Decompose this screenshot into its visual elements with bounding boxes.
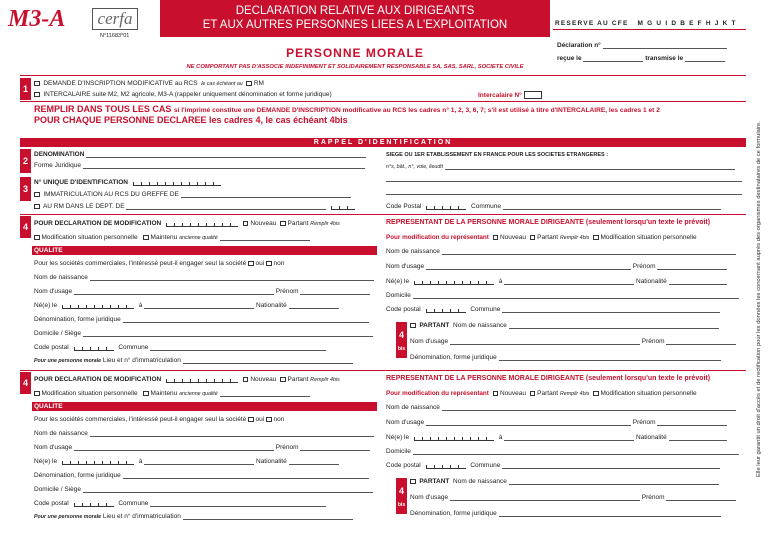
rep-partant-label: Partant	[537, 390, 559, 397]
section-3-number: 3	[20, 177, 31, 201]
rep-prenom-label: Prénom	[632, 419, 656, 426]
oui-label: oui	[255, 260, 265, 267]
nom-usage-field[interactable]	[74, 444, 274, 451]
title-line2: ET AUX AUTRES PERSONNES LIEES A L'EXPLOITATION	[202, 19, 508, 31]
prenom-field[interactable]	[300, 288, 370, 295]
rep-domicile-field[interactable]	[413, 292, 739, 299]
partant-nom-usage-field[interactable]	[450, 494, 640, 501]
siege-hint: n°s, bât., n°, voie, lieudit	[386, 164, 443, 170]
oui-checkbox[interactable]	[248, 261, 254, 267]
code-postal-label: Code postal	[34, 500, 69, 507]
partant-checkbox[interactable]	[280, 377, 286, 383]
rep-nom-usage-label: Nom d'usage	[386, 263, 425, 270]
nouveau-checkbox[interactable]	[243, 377, 249, 383]
nouveau-checkbox[interactable]	[243, 221, 249, 227]
rep-nouveau-checkbox[interactable]	[493, 235, 499, 241]
partant-prenom-label: Prénom	[641, 494, 665, 501]
personne-morale-label: Pour une personne morale	[34, 358, 102, 364]
prenom-label: Prénom	[275, 444, 299, 451]
maintenu-label: Maintenu	[150, 390, 178, 397]
rep-commune-label: Commune	[470, 462, 501, 469]
rep-domicile-label: Domicile	[386, 448, 411, 455]
partant-checkbox[interactable]	[280, 221, 286, 227]
domicile-siege-label: Domicile / Siège	[34, 330, 81, 337]
decl-modification-boxes[interactable]	[166, 220, 238, 227]
modif-situation-label: Modification situation personnelle	[41, 390, 138, 397]
denomination-forme-field[interactable]	[123, 316, 369, 323]
partant-bis-title: PARTANT	[419, 322, 450, 329]
rappel-bar: RAPPEL D'IDENTIFICATION	[20, 138, 746, 147]
rep-prenom-label: Prénom	[632, 263, 656, 270]
bis-num: 4	[398, 330, 404, 340]
rep-commune-field[interactable]	[502, 306, 720, 313]
rep-ne-le-label: Né(e) le	[386, 434, 410, 441]
decl-modification-label: POUR DECLARATION DE MODIFICATION	[34, 376, 162, 383]
commune-field[interactable]	[150, 500, 326, 507]
partant-nom-naissance-label: Nom de naissance	[453, 478, 507, 485]
qualite-bar: QUALITE	[32, 246, 377, 255]
cfe-declaration-field[interactable]	[603, 42, 727, 49]
denomination-label: DENOMINATION	[34, 151, 85, 158]
rep-nationalite-field[interactable]	[669, 278, 727, 285]
rep-modif-sit-label: Modification situation personnelle	[600, 234, 697, 241]
siege-commune-label: Commune	[471, 203, 502, 210]
immat-rcs-checkbox[interactable]	[34, 192, 40, 198]
rep-prenom-field[interactable]	[657, 263, 727, 270]
non-label: non	[273, 260, 285, 267]
commerciales-label: Pour les sociétés commerciales, l'intéressé peut-il engager seul la société	[34, 260, 247, 267]
rep-commune-label: Commune	[470, 306, 501, 313]
rep-modif-label: Pour modification du représentant	[386, 390, 489, 397]
rep-nouveau-label: Nouveau	[500, 234, 527, 241]
partant-denomination-field[interactable]	[499, 354, 721, 361]
header-note: NE COMPORTANT PAS D'ASSOCIE INDEFINIMENT ET SOLIDAIREMENT RESPONSABLE SA, SAS, SARL, SOCIETE CIVILE	[186, 64, 524, 70]
lieu-naissance-field[interactable]	[144, 458, 254, 465]
rep-nom-usage-field[interactable]	[426, 263, 631, 270]
remplir-4bis-note: Remplir 4bis	[310, 377, 340, 383]
cfe-recue-field[interactable]	[583, 55, 643, 62]
rep-a-label: à	[498, 434, 503, 441]
rep-remplir-note: Remplir 4bis	[559, 235, 590, 241]
rep-ne-le-boxes[interactable]	[414, 278, 494, 285]
rep-code-postal-label: Code postal	[386, 462, 421, 469]
partant-bis-title: PARTANT	[419, 478, 450, 485]
partant-nom-naissance-field[interactable]	[509, 478, 719, 485]
siege-code-postal-label: Code Postal	[386, 203, 422, 210]
unique-id-label: N° UNIQUE D'IDENTIFICATION	[34, 179, 128, 186]
siege-commune-field[interactable]	[503, 203, 721, 210]
rep-nouveau-label: Nouveau	[500, 390, 527, 397]
denomination-forme-label: Dénomination, forme juridique	[34, 316, 121, 323]
maintenu-label: Maintenu	[150, 234, 178, 241]
rep-nationalite-label: Nationalité	[636, 434, 667, 441]
modif-situation-label: Modification situation personnelle	[41, 234, 138, 241]
form-code: M3-A	[8, 6, 66, 32]
block-top-line	[20, 370, 746, 371]
cfe-transmise-label: transmise le	[645, 55, 684, 62]
cfe-recue-label: reçue le	[557, 55, 582, 62]
rep-lieu-naissance-field[interactable]	[504, 434, 634, 441]
partant-prenom-field[interactable]	[666, 338, 736, 345]
partant-label: Partant	[287, 220, 309, 227]
nationalite-label: Nationalité	[256, 302, 287, 309]
rep-title: REPRESENTANT DE LA PERSONNE MORALE DIRIGEANTE (seulement lorsqu'un texte le prévoit)	[386, 375, 711, 382]
cerfa-number: N°11683*01	[100, 33, 130, 39]
ancienne-qualite-field[interactable]	[220, 390, 310, 397]
instruction-top-line	[20, 101, 746, 102]
nouveau-label: Nouveau	[250, 376, 277, 383]
rep-nom-naissance-label: Nom de naissance	[386, 248, 440, 255]
ne-le-label: Né(e) le	[34, 458, 58, 465]
maintenu-note: ancienne qualité	[179, 391, 218, 397]
lieu-immat-field[interactable]	[183, 513, 353, 520]
commune-field[interactable]	[150, 344, 326, 351]
partant-bis-checkbox[interactable]	[410, 323, 416, 329]
partant-label: Partant	[287, 376, 309, 383]
rep-nom-usage-field[interactable]	[426, 419, 631, 426]
partant-denomination-label: Dénomination, forme juridique	[410, 510, 497, 517]
rep-domicile-field[interactable]	[413, 448, 739, 455]
rep-a-label: à	[498, 278, 503, 285]
title-line1: DECLARATION RELATIVE AUX DIRIGEANTS	[235, 5, 475, 17]
lieu-immat-label: Lieu et n° d'immatriculation	[102, 513, 181, 520]
option-rm-checkbox[interactable]	[246, 81, 252, 87]
option-inscription-checkbox[interactable]	[34, 81, 40, 87]
domicile-siege-label: Domicile / Siège	[34, 486, 81, 493]
cfe-title-bar	[553, 20, 746, 30]
instruction-part3: POUR CHAQUE PERSONNE DECLAREE les cadres 4, le cas échéant 4bis	[34, 115, 348, 125]
block-number: 4	[20, 372, 31, 394]
rm-dept-checkbox[interactable]	[34, 204, 40, 210]
rep-lieu-naissance-field[interactable]	[504, 278, 634, 285]
non-label: non	[273, 416, 285, 423]
rep-nom-naissance-field[interactable]	[442, 248, 736, 255]
rep-commune-field[interactable]	[502, 462, 720, 469]
nom-usage-field[interactable]	[74, 288, 274, 295]
block-top-line	[20, 214, 746, 215]
rep-partant-checkbox[interactable]	[530, 391, 536, 397]
ne-le-boxes[interactable]	[62, 302, 134, 309]
rep-code-postal-label: Code postal	[386, 306, 421, 313]
modif-situation-checkbox[interactable]	[34, 391, 40, 397]
cfe-letters: M G U I D B E F H J K T	[637, 20, 737, 27]
rep-modif-sit-checkbox[interactable]	[593, 391, 599, 397]
maintenu-checkbox[interactable]	[143, 391, 149, 397]
rep-modif-sit-label: Modification situation personnelle	[600, 390, 697, 397]
partant-nom-usage-label: Nom d'usage	[410, 338, 449, 345]
partant-nom-usage-label: Nom d'usage	[410, 494, 449, 501]
lieu-immat-label: Lieu et n° d'immatriculation	[102, 357, 181, 364]
siege-address-field-3[interactable]	[386, 188, 742, 195]
personne-morale-label: Pour une personne morale	[34, 514, 102, 520]
siege-code-postal-boxes[interactable]	[426, 203, 466, 210]
partant-nom-naissance-field[interactable]	[509, 322, 719, 329]
option-inscription-label: DEMANDE D'INSCRIPTION MODIFICATIVE au RCS	[43, 80, 198, 87]
option-rm-label: RM	[253, 80, 264, 87]
maintenu-checkbox[interactable]	[143, 235, 149, 241]
option-intercalaire-checkbox[interactable]	[34, 92, 40, 98]
code-postal-boxes[interactable]	[74, 344, 114, 351]
nationalite-field[interactable]	[289, 458, 339, 465]
non-checkbox[interactable]	[266, 261, 272, 267]
immat-rcs-field[interactable]	[181, 191, 351, 198]
nationalite-label: Nationalité	[256, 458, 287, 465]
partant-bis-checkbox[interactable]	[410, 479, 416, 485]
bis-label: bis	[397, 346, 406, 352]
decl-modification-label: POUR DECLARATION DE MODIFICATION	[34, 220, 162, 227]
forme-juridique-field[interactable]	[83, 162, 365, 169]
nationalite-field[interactable]	[289, 302, 339, 309]
denomination-field[interactable]	[86, 151, 366, 158]
commerciales-label: Pour les sociétés commerciales, l'intéressé peut-il engager seul la société	[34, 416, 247, 423]
rm-dept-field[interactable]	[126, 203, 326, 210]
domicile-siege-field[interactable]	[83, 330, 373, 337]
option-intercalaire-label: INTERCALAIRE suite M2, M2 agricole, M3-A (rappeler uniquement dénomination et forme juridique)	[43, 91, 332, 98]
rep-code-postal-boxes[interactable]	[426, 306, 466, 313]
rep-domicile-label: Domicile	[386, 292, 411, 299]
domicile-siege-field[interactable]	[83, 486, 373, 493]
cfe-transmise-field[interactable]	[685, 55, 725, 62]
nom-usage-label: Nom d'usage	[34, 444, 73, 451]
maintenu-note: ancienne qualité	[179, 235, 218, 241]
subtitle: PERSONNE MORALE	[286, 46, 424, 60]
ancienne-qualite-field[interactable]	[220, 234, 310, 241]
intercalaire-number-box[interactable]	[524, 91, 542, 99]
oui-label: oui	[255, 416, 265, 423]
decl-modification-boxes[interactable]	[166, 376, 238, 383]
a-label: à	[138, 302, 143, 309]
code-postal-boxes[interactable]	[74, 500, 114, 507]
block-number: 4	[20, 216, 31, 238]
nom-usage-label: Nom d'usage	[34, 288, 73, 295]
rm-dept-label: AU RM DANS LE DEPT. DE	[42, 203, 125, 210]
intercalaire-number-label: Intercalaire N°	[478, 92, 522, 99]
rep-nouveau-checkbox[interactable]	[493, 391, 499, 397]
bis-num: 4	[398, 486, 404, 496]
section-1-number: 1	[20, 78, 31, 100]
rep-nationalite-field[interactable]	[669, 434, 727, 441]
unique-id-boxes[interactable]	[133, 179, 221, 186]
partant-nom-naissance-label: Nom de naissance	[453, 322, 507, 329]
rep-ne-le-label: Né(e) le	[386, 278, 410, 285]
commune-label: Commune	[118, 500, 149, 507]
rep-nom-naissance-label: Nom de naissance	[386, 404, 440, 411]
partant-denomination-field[interactable]	[499, 510, 721, 517]
denomination-forme-label: Dénomination, forme juridique	[34, 472, 121, 479]
rep-nom-naissance-field[interactable]	[442, 404, 736, 411]
bis-label: bis	[397, 502, 406, 508]
lieu-naissance-field[interactable]	[144, 302, 254, 309]
section-1-top-line	[20, 75, 746, 76]
nom-naissance-field[interactable]	[90, 274, 374, 281]
prenom-field[interactable]	[300, 444, 370, 451]
bis-number	[396, 322, 407, 358]
rep-prenom-field[interactable]	[657, 419, 727, 426]
cerfa-logo: cerfa	[92, 8, 138, 30]
option-inscription-note: le cas échéant au	[201, 81, 243, 87]
siege-address-field-1[interactable]	[445, 163, 735, 170]
remplir-4bis-note: Remplir 4bis	[310, 221, 340, 227]
oui-checkbox[interactable]	[248, 417, 254, 423]
rep-title: REPRESENTANT DE LA PERSONNE MORALE DIRIGEANTE (seulement lorsqu'un texte le prévoit)	[386, 219, 711, 226]
non-checkbox[interactable]	[266, 417, 272, 423]
lieu-immat-field[interactable]	[183, 357, 353, 364]
ne-le-boxes[interactable]	[62, 458, 134, 465]
rep-nom-usage-label: Nom d'usage	[386, 419, 425, 426]
nom-naissance-label: Nom de naissance	[34, 274, 88, 281]
denomination-forme-field[interactable]	[123, 472, 369, 479]
side-legal-note: Elle leur garantit un droit d'accès et de rectification pour les données les concernant auprès des organismes destinataires de ce formulaire.	[756, 121, 762, 478]
siege-address-field-2[interactable]	[386, 175, 742, 182]
nouveau-label: Nouveau	[250, 220, 277, 227]
ne-le-label: Né(e) le	[34, 302, 58, 309]
forme-juridique-label: Forme Juridique	[34, 162, 81, 169]
partant-prenom-field[interactable]	[666, 494, 736, 501]
qualite-bar: QUALITE	[32, 402, 377, 411]
a-label: à	[138, 458, 143, 465]
nom-naissance-field[interactable]	[90, 430, 374, 437]
nom-naissance-label: Nom de naissance	[34, 430, 88, 437]
bis-number	[396, 478, 407, 514]
rep-nationalite-label: Nationalité	[636, 278, 667, 285]
rep-remplir-note: Remplir 4bis	[559, 391, 590, 397]
immat-rcs-label: IMMATRICULATION AU RCS DU GREFFE DE	[43, 191, 179, 198]
rm-dept-boxes[interactable]	[331, 203, 355, 210]
instruction-part2: si l'imprimé constitue une DEMANDE D'INSCRIPTION modificative au RCS les cadres n° 1, 2, 3, 6, 7; s'il est utilisé à titre d'INTERCALAIRE, les cadres 1 et 2	[173, 107, 660, 114]
cfe-title: RESERVE AU CFE	[555, 20, 629, 27]
rep-ne-le-boxes[interactable]	[414, 434, 494, 441]
modif-situation-checkbox[interactable]	[34, 235, 40, 241]
prenom-label: Prénom	[275, 288, 299, 295]
cfe-declaration-label: Déclaration n°	[557, 42, 601, 49]
rep-modif-label: Pour modification du représentant	[386, 234, 489, 241]
rep-partant-checkbox[interactable]	[530, 235, 536, 241]
rep-modif-sit-checkbox[interactable]	[593, 235, 599, 241]
instruction-part1: REMPLIR DANS TOUS LES CAS	[34, 104, 172, 114]
partant-prenom-label: Prénom	[641, 338, 665, 345]
partant-denomination-label: Dénomination, forme juridique	[410, 354, 497, 361]
rep-partant-label: Partant	[537, 234, 559, 241]
rep-code-postal-boxes[interactable]	[426, 462, 466, 469]
section-2-number: 2	[20, 149, 31, 173]
title-banner	[160, 0, 550, 37]
siege-label: SIEGE OU 1ER ETABLISSEMENT EN FRANCE POUR LES SOCIETES ETRANGERES :	[386, 152, 609, 158]
code-postal-label: Code postal	[34, 344, 69, 351]
commune-label: Commune	[118, 344, 149, 351]
cfe-box	[553, 20, 746, 72]
partant-nom-usage-field[interactable]	[450, 338, 640, 345]
